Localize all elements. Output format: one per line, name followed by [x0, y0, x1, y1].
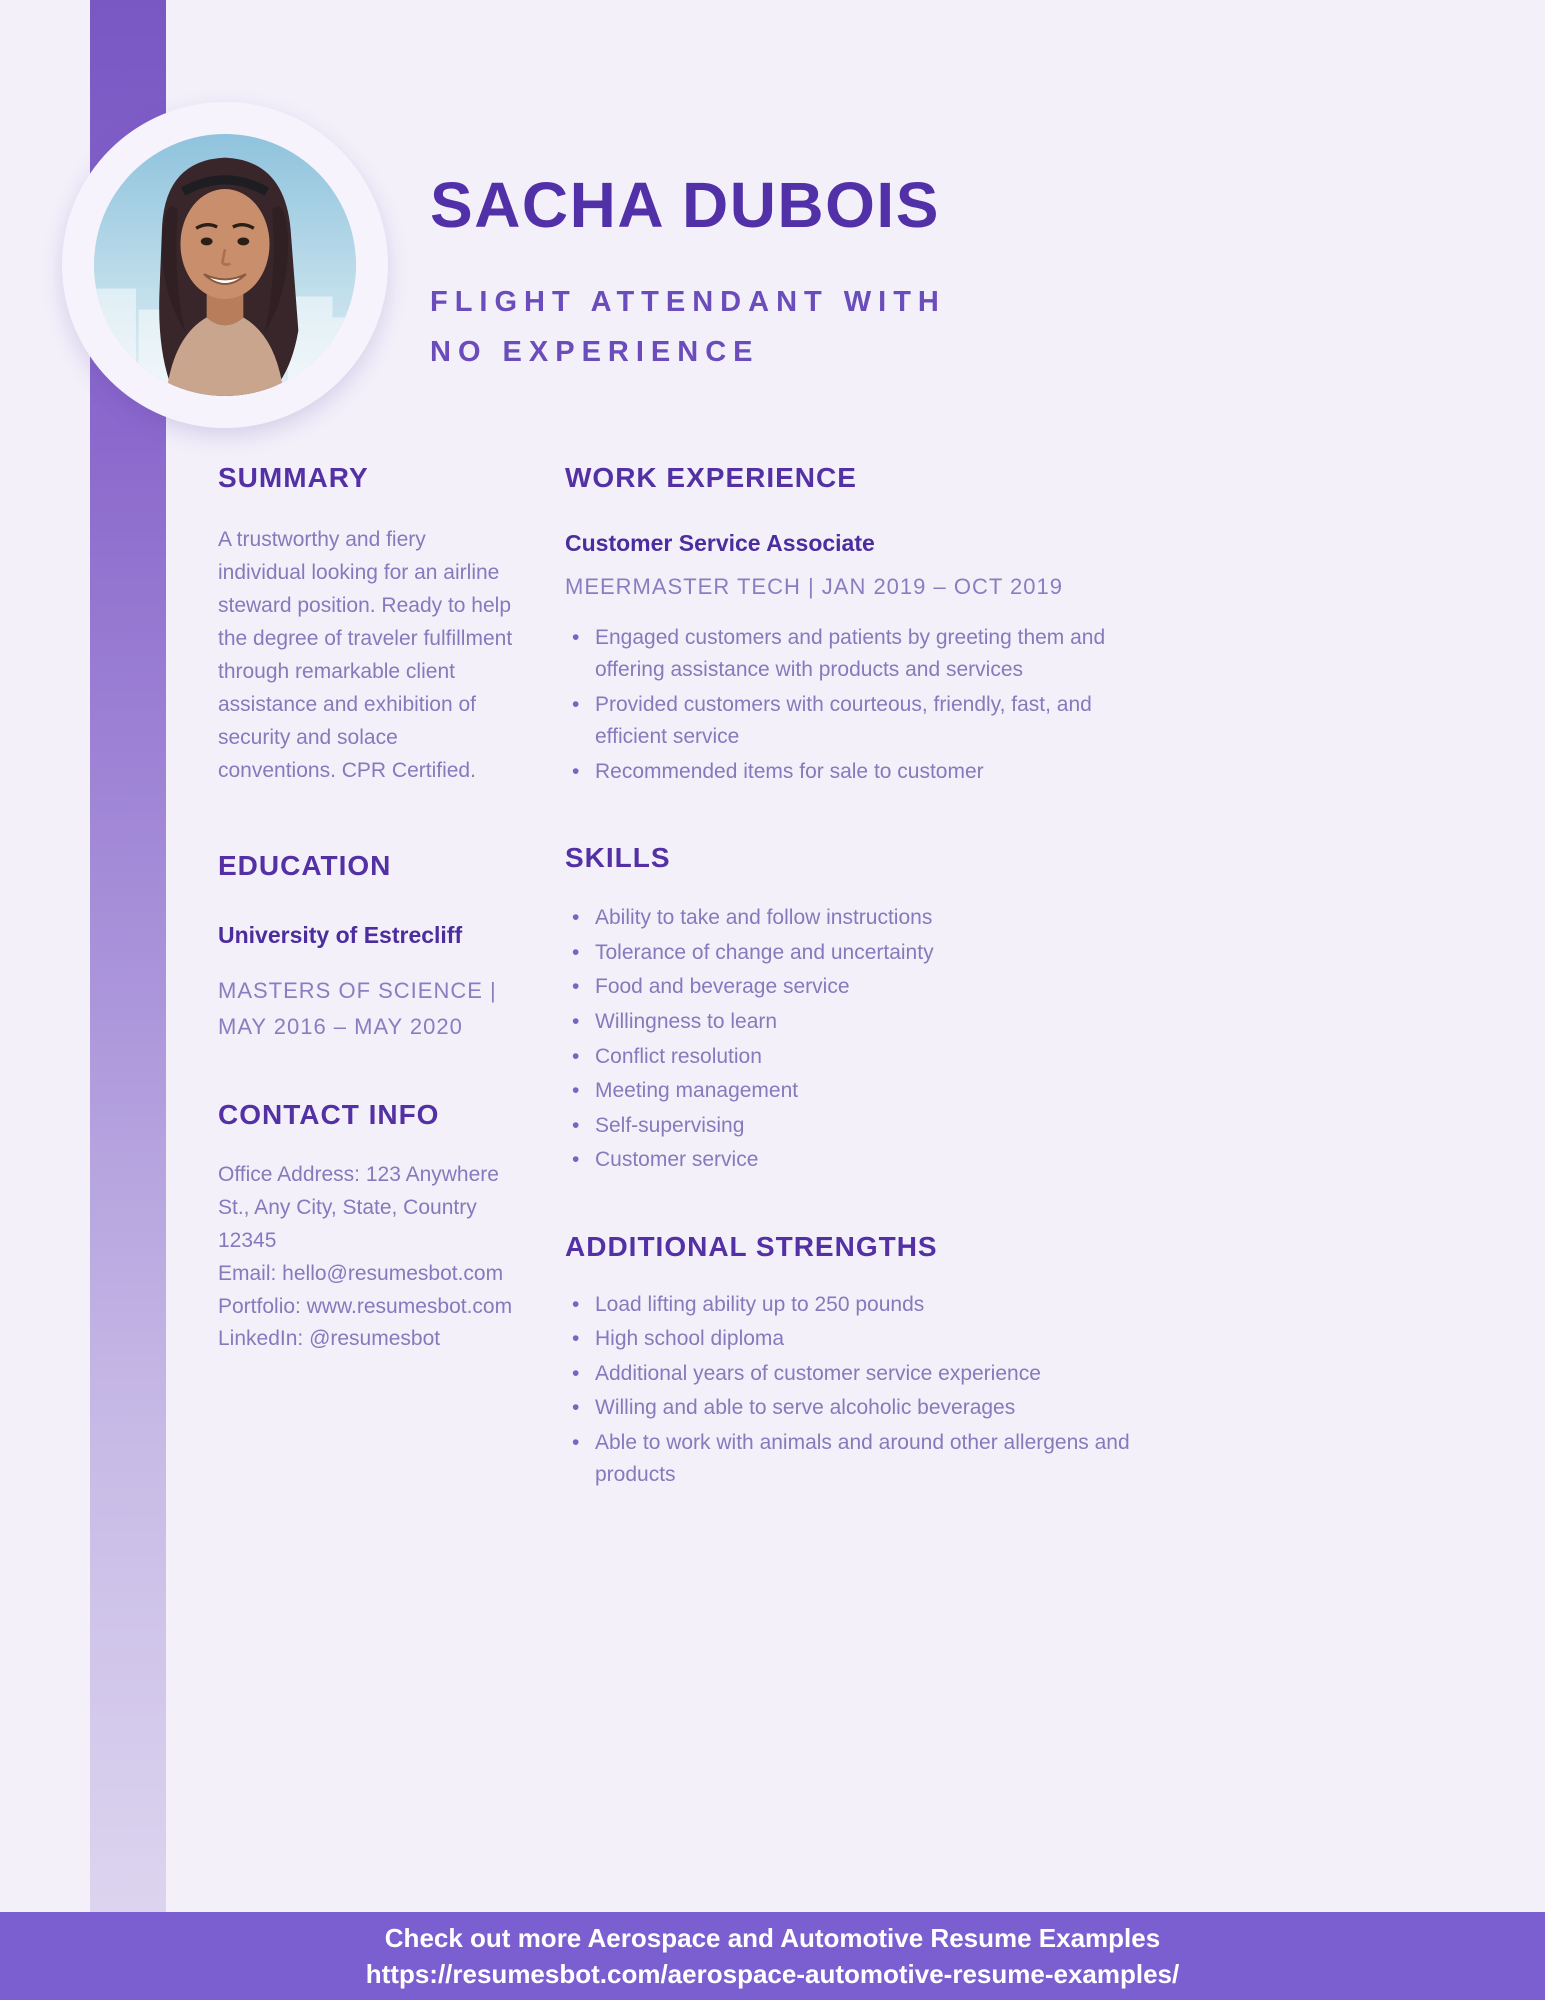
list-item: • Meeting management	[565, 1075, 1165, 1108]
profile-photo	[94, 134, 356, 396]
right-column	[565, 462, 1165, 1494]
list-item: • Food and beverage service	[565, 971, 1165, 1004]
contact-heading: CONTACT INFO	[218, 1098, 440, 1130]
education-school: University of Estrecliff	[218, 921, 463, 948]
candidate-title-line2: NO EXPERIENCE	[430, 335, 760, 368]
candidate-name: SACHA DUBOIS	[430, 169, 940, 241]
list-item: • High school diploma	[565, 1323, 1165, 1356]
list-item: • Load lifting ability up to 250 pounds	[565, 1289, 1165, 1322]
contact-linkedin: LinkedIn: @resumesbot	[218, 1327, 441, 1351]
list-item: • Engaged customers and patients by greeting them and offering assistance with products and services	[565, 622, 1165, 687]
candidate-title-line1: FLIGHT ATTENDANT WITH	[430, 286, 946, 318]
list-item: • Tolerance of change and uncertainty	[565, 937, 1165, 970]
list-item: • Willingness to learn	[565, 1006, 1165, 1039]
skills-list	[565, 902, 1165, 1176]
profile-photo-illustration	[94, 134, 356, 396]
summary-text: A trustworthy and fiery individual looking for an airline steward position. Ready to help the degree of traveler fulfillment through remarkable client assistance and exhibition of security and solace conventions. CPR Certified.	[218, 528, 513, 782]
summary-heading: SUMMARY	[218, 462, 369, 493]
additional-strengths-heading: ADDITIONAL STRENGTHS	[565, 1230, 938, 1262]
list-item: • Customer service	[565, 1144, 1165, 1177]
skills-heading: SKILLS	[565, 842, 671, 874]
list-item: • Recommended items for sale to customer	[565, 756, 1165, 789]
contact-address: Office Address: 123 Anywhere St., Any City, State, Country 12345	[218, 1162, 499, 1252]
job-meta: MEERMASTER TECH | JAN 2019 – OCT 2019	[565, 573, 1063, 599]
footer-text: Check out more Aerospace and Automotive Resume Examples	[384, 1922, 1161, 1953]
list-item: • Self-supervising	[565, 1110, 1165, 1143]
list-item: • Conflict resolution	[565, 1041, 1165, 1074]
profile-photo-ring	[62, 102, 388, 428]
list-item: • Able to work with animals and around other allergens and products	[565, 1427, 1165, 1492]
footer-link[interactable]: https://resumesbot.com/aerospace-automotive-resume-examples/	[365, 1958, 1180, 1989]
list-item: • Willing and able to serve alcoholic beverages	[565, 1392, 1165, 1425]
contact-email: Email: hello@resumesbot.com	[218, 1261, 504, 1285]
job-title: Customer Service Associate	[565, 530, 875, 556]
list-item: • Provided customers with courteous, friendly, fast, and efficient service	[565, 689, 1165, 754]
list-item: • Additional years of customer service experience	[565, 1358, 1165, 1391]
header	[430, 168, 1230, 378]
footer-banner	[0, 1912, 1545, 2000]
contact-info	[218, 1159, 518, 1357]
list-item: • Ability to take and follow instructions	[565, 902, 1165, 935]
contact-portfolio: Portfolio: www.resumesbot.com	[218, 1294, 513, 1318]
education-degree: MASTERS OF SCIENCE | MAY 2016 – MAY 2020	[218, 978, 497, 1040]
strengths-list	[565, 1289, 1165, 1492]
work-experience-heading: WORK EXPERIENCE	[565, 462, 857, 493]
work-bullet-list	[565, 622, 1165, 789]
education-heading: EDUCATION	[218, 849, 392, 881]
candidate-title	[430, 278, 1230, 378]
left-column	[218, 462, 518, 1356]
